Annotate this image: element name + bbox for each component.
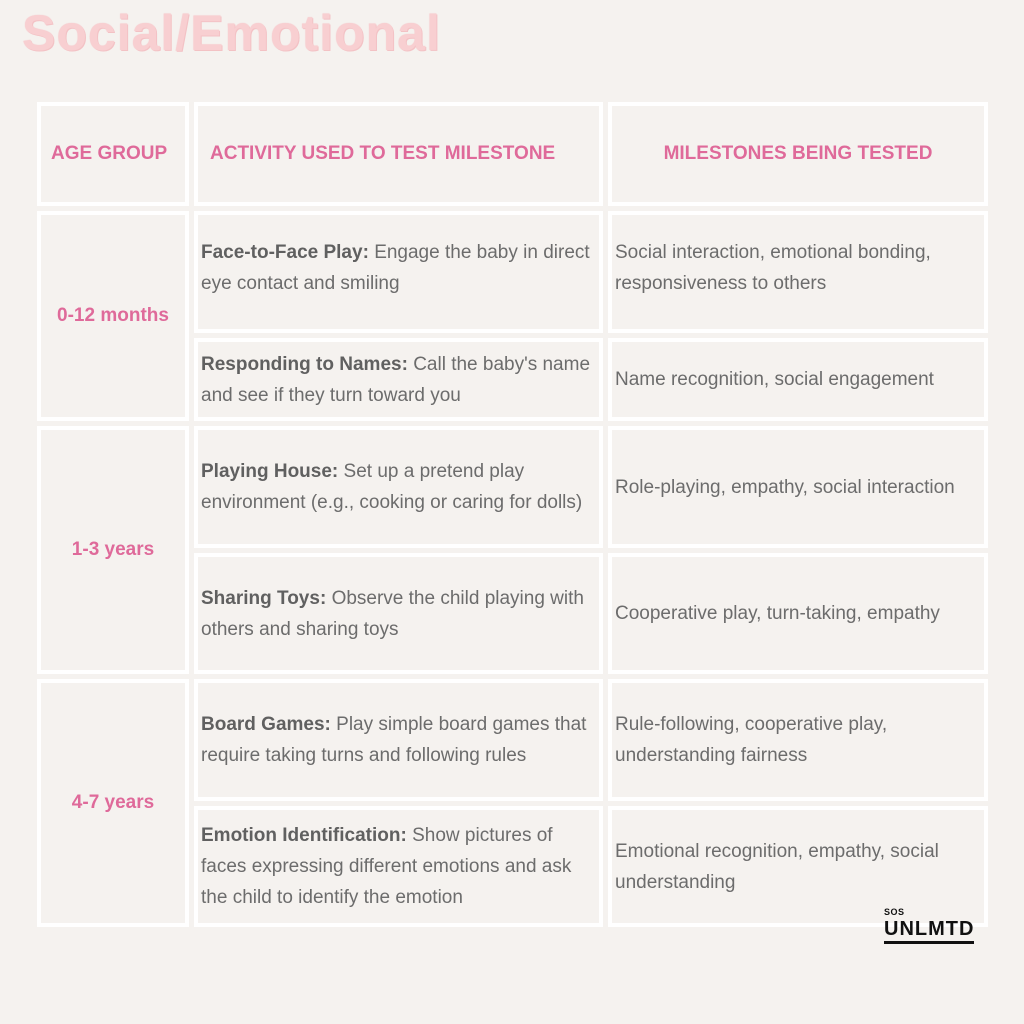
activity-text: Call the baby's name and see if they turn toward you	[201, 353, 591, 406]
activity-cell	[194, 679, 603, 801]
page-title: Social/Emotional	[22, 5, 441, 61]
milestones-text: Cooperative play, turn-taking, empathy	[615, 603, 940, 624]
header-milestones: MILESTONES BEING TESTED	[608, 102, 988, 206]
activity-text: Observe the child playing with others and sharing toys	[201, 587, 584, 640]
activity-cell	[194, 338, 603, 421]
activity-text: Engage the baby in direct eye contact and smiling	[201, 242, 590, 294]
activity-title: Responding to Names:	[201, 353, 408, 375]
activity-cell	[194, 553, 603, 674]
logo-small-text: SOS	[884, 907, 905, 917]
activity-title: Board Games:	[201, 714, 331, 735]
milestones-cell	[608, 211, 988, 333]
activity-title: Sharing Toys:	[201, 587, 327, 609]
milestones-text: Role-playing, empathy, social interaction	[615, 476, 955, 498]
header-age-group: AGE GROUP	[37, 102, 189, 206]
activity-text: Play simple board games that require taking turns and following rules	[201, 714, 587, 766]
age-group-cell: 0-12 months	[37, 211, 189, 421]
milestones-text: Social interaction, emotional bonding, responsiveness to others	[615, 242, 931, 294]
activity-cell	[194, 211, 603, 333]
activity-cell	[194, 806, 603, 927]
brand-logo	[884, 908, 984, 944]
activity-title: Face-to-Face Play:	[201, 242, 369, 263]
milestones-cell	[608, 338, 988, 421]
logo-main-text: UNLMTD	[884, 917, 974, 944]
milestones-cell	[608, 426, 988, 548]
milestones-text: Emotional recognition, empathy, social understanding	[615, 840, 939, 893]
header-activity: ACTIVITY USED TO TEST MILESTONE	[194, 102, 603, 206]
activity-title: Playing House:	[201, 461, 339, 482]
milestones-text: Name recognition, social engagement	[615, 369, 934, 390]
activity-title: Emotion Identification:	[201, 825, 407, 846]
milestones-cell	[608, 679, 988, 801]
age-group-cell: 1-3 years	[37, 426, 189, 674]
activity-cell	[194, 426, 603, 548]
age-group-cell: 4-7 years	[37, 679, 189, 927]
milestones-text: Rule-following, cooperative play, understanding fairness	[615, 714, 888, 766]
activity-text: Show pictures of faces expressing different emotions and ask the child to identify the emotion	[201, 825, 572, 908]
milestones-cell	[608, 553, 988, 674]
activity-text: Set up a pretend play environment (e.g., cooking or caring for dolls)	[201, 461, 583, 513]
